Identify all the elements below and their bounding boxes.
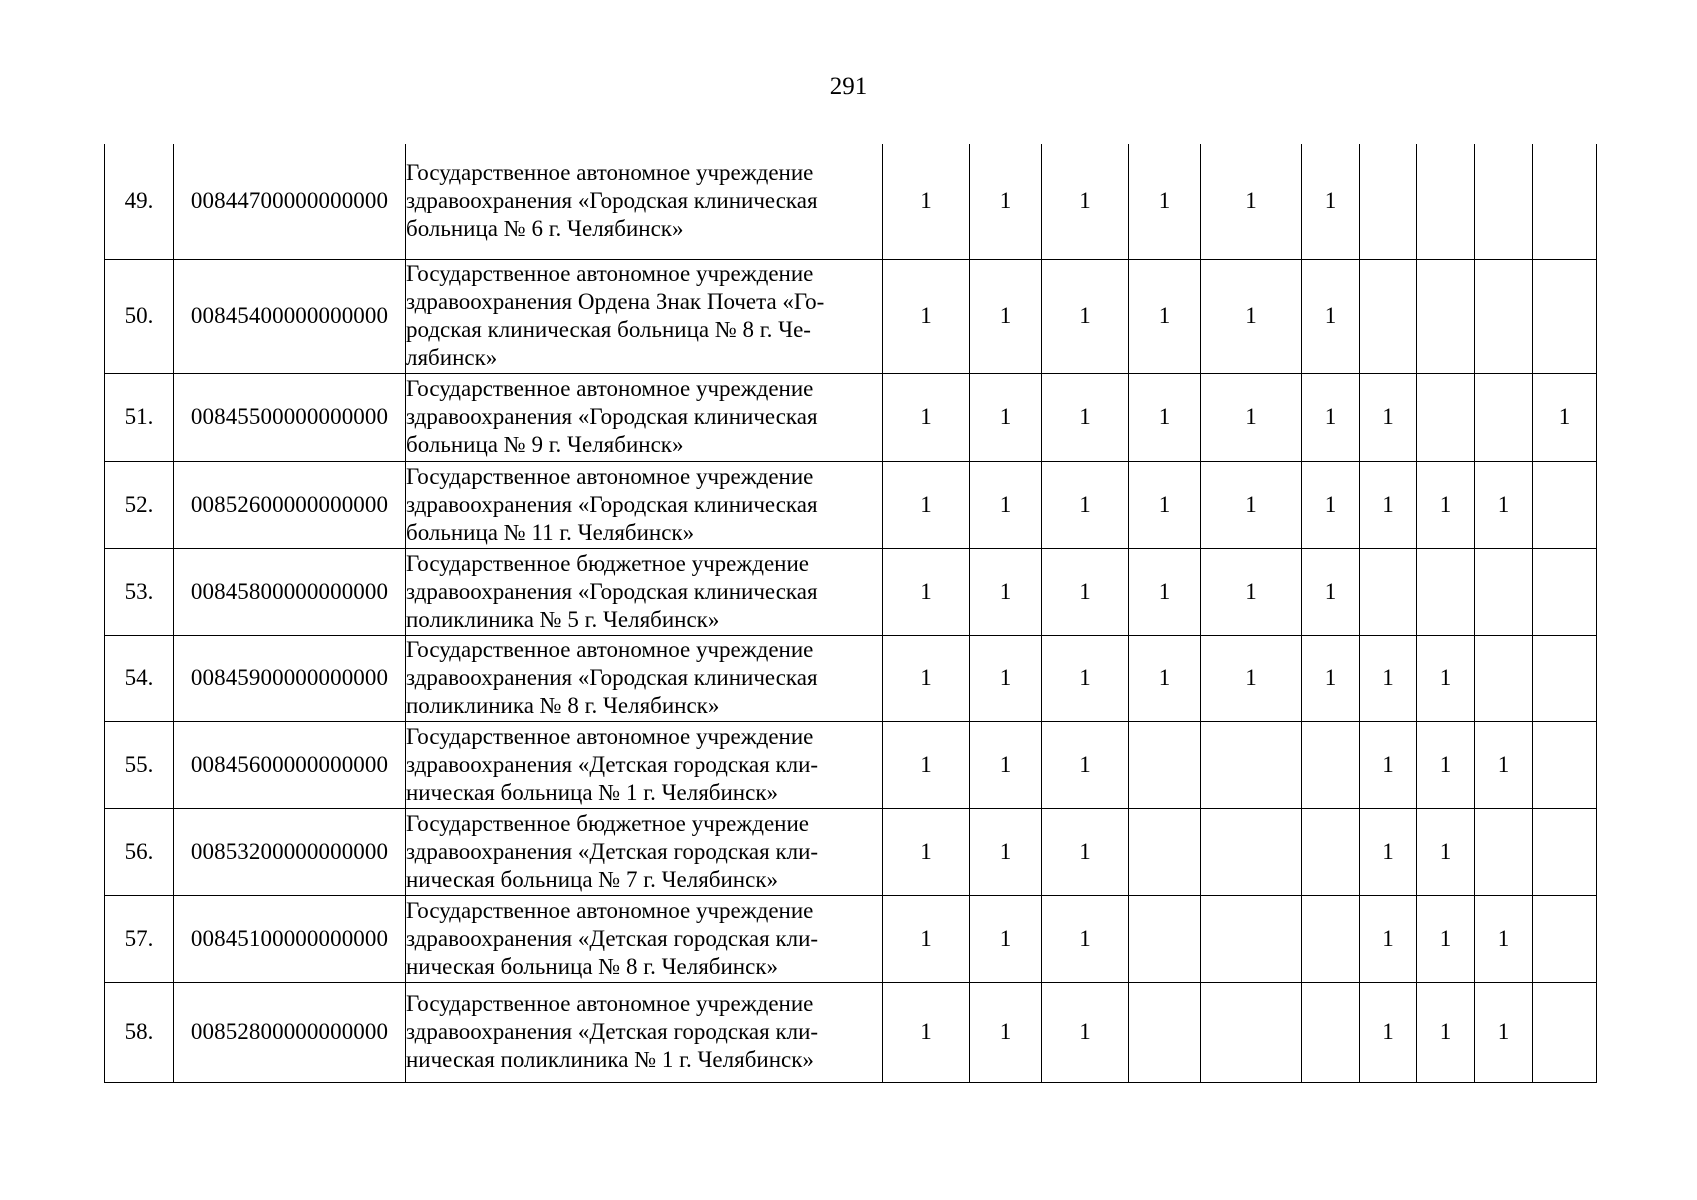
organization-name-line: здравоохранения «Городская клиническая [406,665,818,690]
organization-name [406,635,883,721]
value-cell: 1 [970,259,1042,373]
value-cell: 1 [970,982,1042,1082]
table-row [105,982,1597,1082]
value-cell: 1 [1302,259,1360,373]
organization-name-line: здравоохранения «Городская клиническая [406,491,818,517]
value-cell: 1 [1201,373,1302,461]
organization-name-line: родская клиническая больница № 8 г. Че- [406,317,811,342]
value-cell [1417,144,1475,259]
organization-name-line: здравоохранения Ордена Знак Почета «Го- [406,289,825,314]
value-cell [1533,982,1597,1082]
value-cell: 1 [1042,635,1129,721]
value-cell: 1 [883,461,970,548]
value-cell: 1 [1417,895,1475,982]
value-cell: 1 [1417,808,1475,895]
organization-name-line: здравоохранения «Детская городская кли- [406,751,819,777]
organization-name-line: Государственное автономное учреждение [406,897,814,923]
value-cell: 1 [970,461,1042,548]
row-number: 52. [105,461,174,548]
table-row [105,548,1597,635]
value-cell: 1 [883,808,970,895]
organization-name [406,895,883,982]
row-number: 57. [105,895,174,982]
value-cell: 1 [1302,461,1360,548]
value-cell: 1 [1302,635,1360,721]
organization-name-line: больница № 9 г. Челябинск» [406,432,684,457]
organization-name-line: здравоохранения «Детская городская кли- [406,1019,819,1044]
value-cell [1129,808,1201,895]
value-cell: 1 [1129,548,1201,635]
value-cell [1129,982,1201,1082]
organization-name-line: здравоохранения «Детская городская кли- [406,925,819,951]
value-cell [1533,635,1597,721]
value-cell [1475,259,1533,373]
value-cell [1417,548,1475,635]
value-cell: 1 [1360,373,1417,461]
organization-name-line: поликлиника № 8 г. Челябинск» [406,693,720,718]
value-cell: 1 [1201,548,1302,635]
value-cell [1417,259,1475,373]
value-cell [1302,895,1360,982]
row-number: 55. [105,721,174,808]
value-cell [1201,982,1302,1082]
organization-name [406,373,883,461]
organization-name [406,808,883,895]
value-cell: 1 [1417,461,1475,548]
value-cell: 1 [1360,808,1417,895]
value-cell: 1 [883,982,970,1082]
value-cell [1302,721,1360,808]
value-cell: 1 [1302,144,1360,259]
value-cell: 1 [1475,721,1533,808]
organization-code: 00853200000000000 [174,808,406,895]
value-cell [1533,259,1597,373]
value-cell: 1 [883,373,970,461]
value-cell: 1 [1475,895,1533,982]
organization-name-line: Государственное автономное учреждение [406,723,814,749]
organization-name [406,259,883,373]
organization-code: 00845900000000000 [174,635,406,721]
table-row [105,895,1597,982]
organization-name-line: Государственное автономное учреждение [406,376,814,401]
value-cell: 1 [970,895,1042,982]
value-cell [1201,895,1302,982]
value-cell [1533,548,1597,635]
value-cell: 1 [1042,144,1129,259]
value-cell [1360,259,1417,373]
value-cell: 1 [1360,721,1417,808]
page-number: 291 [829,73,868,100]
value-cell [1475,144,1533,259]
value-cell: 1 [1129,144,1201,259]
organization-name-line: Государственное автономное учреждение [406,160,814,186]
value-cell [1475,548,1533,635]
value-cell [1533,895,1597,982]
value-cell: 1 [1129,635,1201,721]
value-cell: 1 [883,144,970,259]
value-cell: 1 [970,548,1042,635]
value-cell: 1 [1417,982,1475,1082]
organization-code: 00852600000000000 [174,461,406,548]
value-cell: 1 [1302,373,1360,461]
value-cell: 1 [883,721,970,808]
value-cell: 1 [1417,635,1475,721]
organization-name-line: Государственное автономное учреждение [406,637,814,662]
row-number: 56. [105,808,174,895]
organization-name-line: Государственное бюджетное учреждение [406,550,809,576]
value-cell: 1 [1042,259,1129,373]
value-cell [1129,895,1201,982]
organization-code: 00845100000000000 [174,895,406,982]
organization-name [406,548,883,635]
value-cell: 1 [1042,721,1129,808]
organization-code: 00845500000000000 [174,373,406,461]
value-cell: 1 [1533,373,1597,461]
organization-name-line: больница № 6 г. Челябинск» [406,216,684,242]
value-cell: 1 [1201,461,1302,548]
organization-name-line: здравоохранения «Детская городская кли- [406,838,819,864]
organization-name-line: здравоохранения «Городская клиническая [406,404,818,429]
table-row [105,635,1597,721]
organization-name-line: здравоохранения «Городская клиническая [406,188,818,214]
organization-name-line: ническая больница № 7 г. Челябинск» [406,866,778,892]
value-cell [1201,721,1302,808]
value-cell: 1 [1360,635,1417,721]
value-cell: 1 [1042,373,1129,461]
organization-name-line: больница № 11 г. Челябинск» [406,519,695,545]
value-cell: 1 [883,895,970,982]
value-cell: 1 [1129,259,1201,373]
value-cell: 1 [1042,808,1129,895]
row-number: 54. [105,635,174,721]
value-cell [1417,373,1475,461]
organization-name-line: поликлиника № 5 г. Челябинск» [406,606,720,632]
value-cell: 1 [970,721,1042,808]
value-cell: 1 [883,259,970,373]
organization-name-line: Государственное автономное учреждение [406,991,814,1016]
value-cell [1201,808,1302,895]
value-cell: 1 [1129,461,1201,548]
row-number: 58. [105,982,174,1082]
value-cell: 1 [1360,895,1417,982]
registry-table [104,144,1597,1083]
organization-code: 00845800000000000 [174,548,406,635]
value-cell: 1 [1201,635,1302,721]
organization-name [406,982,883,1082]
row-number: 50. [105,259,174,373]
value-cell [1475,808,1533,895]
organization-name-line: ническая больница № 1 г. Челябинск» [406,779,778,805]
row-number: 51. [105,373,174,461]
organization-code: 00845600000000000 [174,721,406,808]
table-row [105,259,1597,373]
organization-name-line: Государственное автономное учреждение [406,463,814,489]
value-cell: 1 [883,548,970,635]
value-cell [1475,635,1533,721]
organization-name-line: ническая больница № 8 г. Челябинск» [406,953,778,979]
organization-name [406,721,883,808]
value-cell [1475,373,1533,461]
row-number: 53. [105,548,174,635]
table-row [105,808,1597,895]
organization-code: 00844700000000000 [174,144,406,259]
value-cell: 1 [970,808,1042,895]
value-cell [1360,548,1417,635]
value-cell: 1 [1042,895,1129,982]
organization-name-line: Государственное автономное учреждение [406,261,814,286]
value-cell [1129,721,1201,808]
value-cell [1533,808,1597,895]
organization-name-line: ническая поликлиника № 1 г. Челябинск» [406,1047,814,1072]
value-cell [1533,144,1597,259]
value-cell: 1 [1475,982,1533,1082]
value-cell [1533,721,1597,808]
value-cell: 1 [1201,144,1302,259]
value-cell: 1 [1201,259,1302,373]
organization-name-line: лябинск» [406,345,498,370]
row-number: 49. [105,144,174,259]
value-cell [1533,461,1597,548]
value-cell: 1 [1042,548,1129,635]
value-cell [1360,144,1417,259]
organization-name-line: здравоохранения «Городская клиническая [406,578,818,604]
value-cell: 1 [1475,461,1533,548]
table-row [105,461,1597,548]
organization-code: 00852800000000000 [174,982,406,1082]
table-row [105,721,1597,808]
value-cell [1302,982,1360,1082]
value-cell: 1 [1129,373,1201,461]
value-cell: 1 [1360,982,1417,1082]
organization-name-line: Государственное бюджетное учреждение [406,810,809,836]
table-body [105,144,1597,1082]
organization-name [406,461,883,548]
value-cell: 1 [1042,461,1129,548]
value-cell: 1 [970,373,1042,461]
value-cell: 1 [1360,461,1417,548]
value-cell [1302,808,1360,895]
value-cell: 1 [970,144,1042,259]
value-cell: 1 [1042,982,1129,1082]
table-row [105,144,1597,259]
table-row [105,373,1597,461]
organization-name [406,144,883,259]
value-cell: 1 [1302,548,1360,635]
organization-code: 00845400000000000 [174,259,406,373]
value-cell: 1 [970,635,1042,721]
value-cell: 1 [883,635,970,721]
value-cell: 1 [1417,721,1475,808]
